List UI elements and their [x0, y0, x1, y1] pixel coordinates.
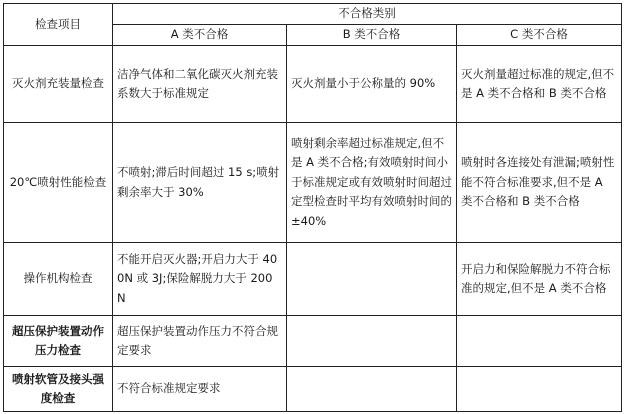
row-class-a-cell: 洁净气体和二氧化碳灭火剂充装系数大于标准规定	[113, 46, 287, 123]
row-class-c-cell: 灭火剂量超过标准的规定,但不是 A 类不合格和 B 类不合格	[457, 46, 622, 123]
row-item-label: 20℃喷射性能检查	[4, 123, 113, 243]
header-class-b: B 类不合格	[287, 25, 457, 46]
row-class-b-cell	[287, 316, 457, 367]
table-row	[4, 367, 622, 412]
row-class-a-cell: 超压保护装置动作压力不符合规定要求	[113, 316, 287, 367]
row-class-a-cell: 不符合标准规定要求	[113, 367, 287, 412]
row-class-a-cell: 不喷射;滞后时间超过 15 s;喷射剩余率大于 30%	[113, 123, 287, 243]
row-class-a-cell: 不能开启灭火器;开启力大于 400N 或 3J;保险解脱力大于 200 N	[113, 243, 287, 316]
table-row	[4, 46, 622, 123]
row-item-label: 超压保护装置动作压力检查	[4, 316, 113, 367]
header-class-a: A 类不合格	[113, 25, 287, 46]
row-class-c-cell: 喷射时各连接处有泄漏;喷射性能不符合标准要求,但不是 A 类不合格和 B 类不合格	[457, 123, 622, 243]
row-class-c-cell: 开启力和保险解脱力不符合标准的规定,但不是 A 类不合格	[457, 243, 622, 316]
table-row	[4, 316, 622, 367]
row-item-label: 喷射软管及接头强度检查	[4, 367, 113, 412]
nonconformity-table	[3, 3, 622, 412]
table-row	[4, 243, 622, 316]
table-row	[4, 123, 622, 243]
row-class-b-cell	[287, 367, 457, 412]
row-class-c-cell	[457, 316, 622, 367]
row-class-c-cell	[457, 367, 622, 412]
header-nonconformity-category: 不合格类别	[113, 4, 622, 25]
row-item-label: 操作机构检查	[4, 243, 113, 316]
header-inspection-item: 检查项目	[4, 4, 113, 46]
row-class-b-cell: 喷射剩余率超过标准规定,但不是 A 类不合格;有效喷射时间小于标准规定或有效喷射时间超过定型检查时平均有效喷射时间的±40%	[287, 123, 457, 243]
row-class-b-cell	[287, 243, 457, 316]
row-item-label: 灭火剂充装量检查	[4, 46, 113, 123]
row-class-b-cell: 灭火剂量小于公称量的 90%	[287, 46, 457, 123]
header-class-c: C 类不合格	[457, 25, 622, 46]
